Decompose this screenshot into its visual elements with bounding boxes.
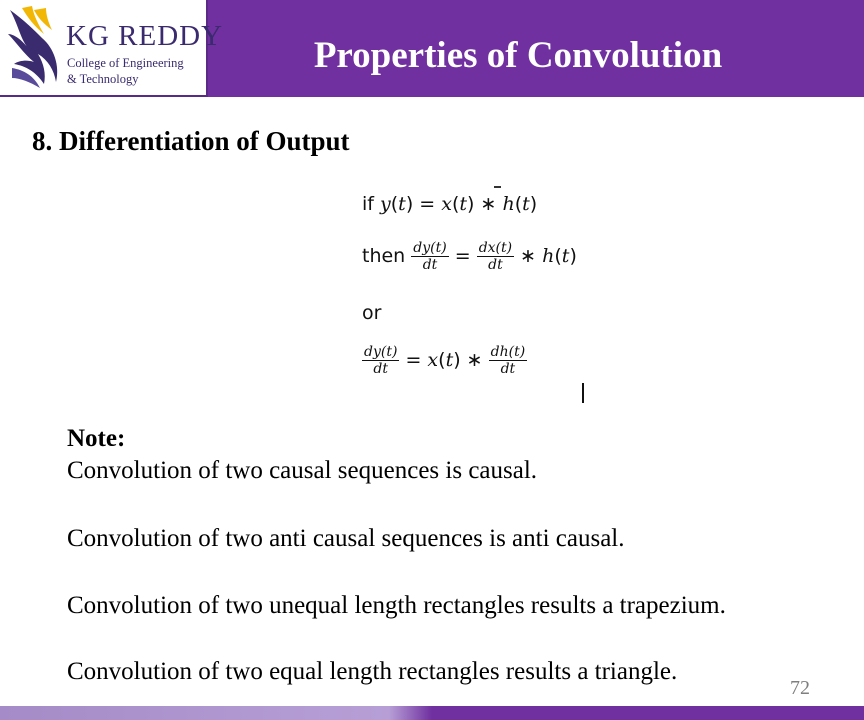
note-line-2: Convolution of two anti causal sequences is anti causal.: [67, 525, 625, 552]
slide-header: [0, 0, 864, 97]
fraction-dx-dt: $\frac{dx(t)}{dt}$: [478, 240, 513, 273]
fraction-dy-dt-2: $\frac{dy(t)}{dt}$: [364, 344, 398, 377]
eagle-logo-icon: [4, 4, 62, 92]
equation-then-keyword: then: [362, 245, 406, 267]
equation-or-keyword: or: [362, 302, 382, 324]
page-number: 72: [790, 677, 810, 699]
note-line-3: Convolution of two unequal length rectangles results a trapezium.: [67, 592, 726, 619]
text-cursor: [582, 383, 584, 403]
equation-line-4: $\frac{dy(t)}{dt}$ = x(t) ∗ $\frac{dh(t)}{dt}$: [364, 344, 526, 377]
fraction-dh-dt: $\frac{dh(t)}{dt}$: [490, 344, 526, 377]
section-heading: 8. Differentiation of Output: [32, 126, 350, 156]
equation-if-keyword: if: [362, 193, 374, 215]
slide-title: Properties of Convolution: [313, 35, 723, 76]
stray-mark: [494, 186, 501, 188]
logo-name: KG REDDY: [66, 20, 224, 52]
footer-bar: [0, 706, 864, 720]
note-label: Note:: [67, 425, 126, 452]
logo-subtitle-2: & Technology: [67, 72, 139, 86]
equation-line-2: then $\frac{dy(t)}{dt}$ = $\frac{dx(t)}{dt}$ ∗ h(t): [362, 240, 577, 273]
fraction-dy-dt: $\frac{dy(t)}{dt}$: [413, 240, 447, 273]
note-line-1: Convolution of two causal sequences is causal.: [67, 457, 538, 484]
logo-subtitle-1: College of Engineering: [67, 56, 184, 70]
note-line-4: Convolution of two equal length rectangles results a triangle.: [67, 658, 678, 685]
college-logo: [0, 0, 224, 97]
equation-line-1: if y(t) = x(t) ∗ h(t): [362, 193, 538, 215]
